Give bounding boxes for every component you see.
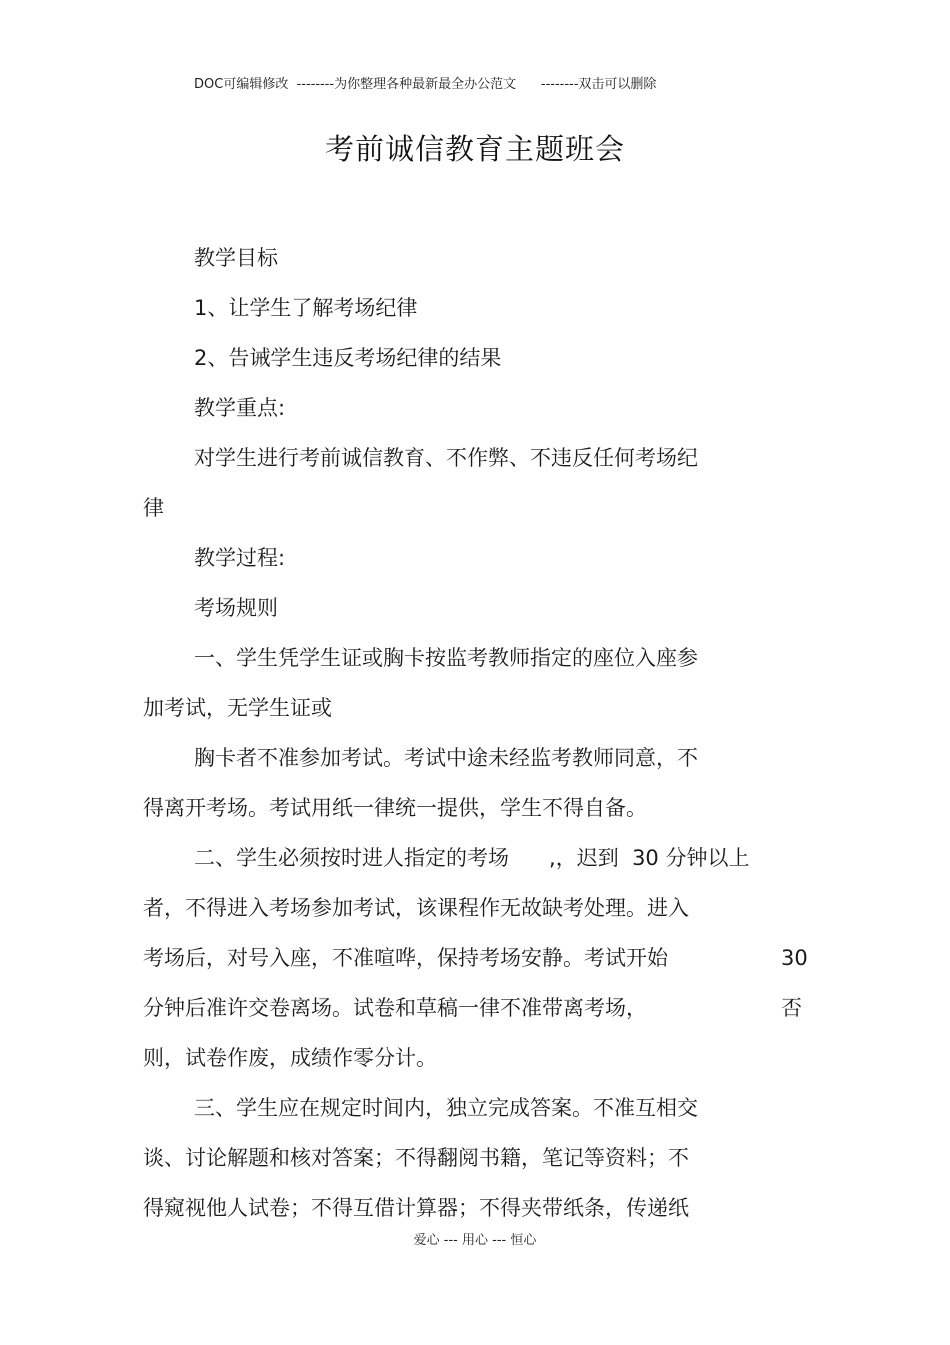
rule-2-line-2: 者，不得进入考场参加考试，该课程作无故缺考处理。进入 — [143, 896, 689, 920]
rule-2-line-5: 则，试卷作废，成绩作零分计。 — [143, 1046, 437, 1070]
section-heading-process: 教学过程: — [194, 546, 286, 570]
section-heading-rules: 考场规则 — [194, 596, 278, 620]
rule-3-line-3: 得窥视他人试卷；不得互借计算器；不得夹带纸条，传递纸 — [143, 1196, 689, 1220]
page-header: DOC可编辑修改 --------为你整理各种最新最全办公范文 --------双击可以删除 — [194, 77, 657, 92]
rule-3-line-2: 谈、讨论解题和核对答案；不得翻阅书籍，笔记等资料；不 — [143, 1146, 689, 1170]
rule-1-line-1: 一、学生凭学生证或胸卡按监考教师指定的座位入座参 — [194, 646, 698, 670]
rule-2-line-3: 考场后，对号入座，不准喧哗，保持考场安静。考试开始 — [143, 946, 668, 970]
rule-1-line-4: 得离开考场。考试用纸一律统一提供，学生不得自备。 — [143, 796, 647, 820]
page-footer: 爱心 --- 用心 --- 恒心 — [413, 1233, 537, 1248]
section-heading-focus: 教学重点: — [194, 396, 286, 420]
rule-1-line-3: 胸卡者不准参加考试。考试中途未经监考教师同意，不 — [194, 746, 698, 770]
rule-3-line-1: 三、学生应在规定时间内，独立完成答案。不准互相交 — [194, 1096, 698, 1120]
focus-paragraph-line-1: 对学生进行考前诚信教育、不作弊、不违反任何考场纪 — [194, 446, 698, 470]
focus-paragraph-line-2: 律 — [143, 496, 164, 520]
rule-2-line-4: 分钟后准许交卷离场。试卷和草稿一律不准带离考场， — [143, 996, 647, 1020]
rule-2-line-1: 二、学生必须按时进人指定的考场 ,，迟到 30 分钟以上 — [194, 846, 750, 870]
rule-1-line-2: 加考试，无学生证或 — [143, 696, 332, 720]
rule-2-line-3-number: 30 — [781, 946, 808, 970]
page-title: 考前诚信教育主题班会 — [324, 132, 625, 166]
section-heading-goals: 教学目标 — [194, 246, 278, 270]
rule-2-line-4-end: 否 — [781, 996, 802, 1020]
goal-item-1: 1、让学生了解考场纪律 — [194, 296, 418, 320]
goal-item-2: 2、告诫学生违反考场纪律的结果 — [194, 346, 502, 370]
